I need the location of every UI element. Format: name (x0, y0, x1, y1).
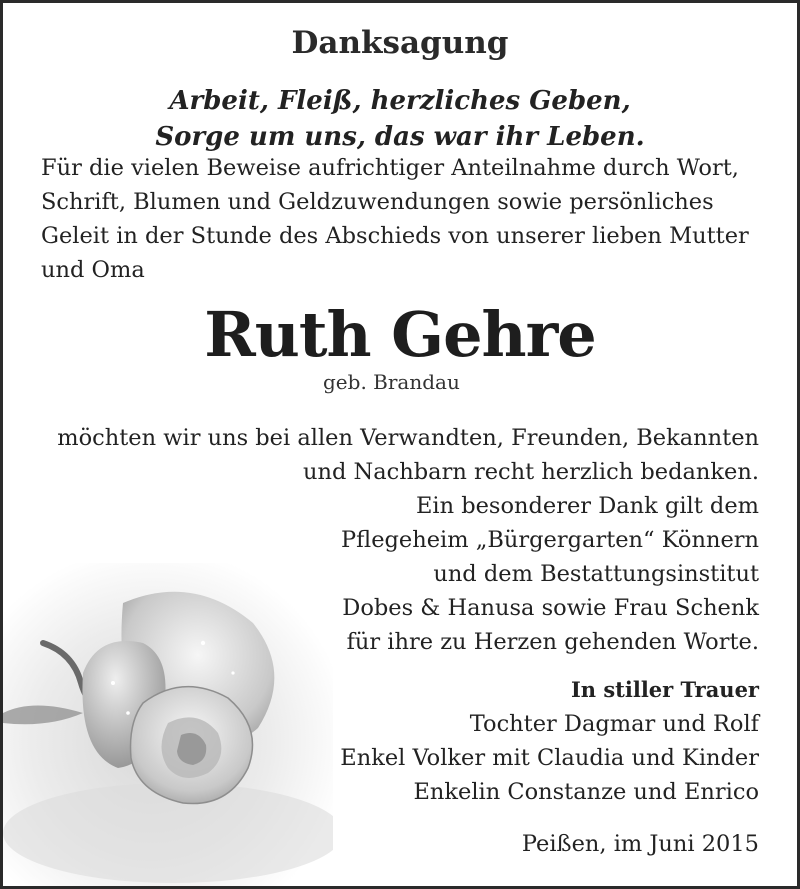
memorial-poem (3, 83, 797, 155)
intro-line: Für die vielen Beweise aufrichtiger Anteilnahme durch Wort, (41, 155, 739, 181)
intro-line: und Oma (41, 257, 145, 283)
deceased-name: Ruth Gehre (204, 298, 596, 371)
heading-title: Danksagung (291, 25, 509, 61)
mourner-line: Tochter Dagmar und Rolf (469, 711, 759, 737)
thanks-line: für ihre zu Herzen gehenden Worte. (346, 629, 759, 655)
thanks-line: möchten wir uns bei allen Verwandten, Freunden, Bekannten (57, 425, 759, 451)
thanks-line: und Nachbarn recht herzlich bedanken. (303, 459, 759, 485)
mourner-line: Enkel Volker mit Claudia und Kinder (340, 745, 759, 771)
mourner-line: Enkelin Constanze und Enrico (413, 779, 759, 805)
place-date: Peißen, im Juni 2015 (521, 831, 759, 857)
poem-line: Arbeit, Fleiß, herzliches Geben, (169, 86, 631, 116)
thanks-line: Dobes & Hanusa sowie Frau Schenk (342, 595, 759, 621)
thanks-line: Ein besonderer Dank gilt dem (415, 493, 759, 519)
poem-line: Sorge um uns, das war ihr Leben. (155, 122, 645, 152)
mourning-heading: In stiller Trauer (570, 677, 759, 702)
intro-line: Schrift, Blumen und Geldzuwendungen sowie persönliches (41, 189, 714, 215)
thanks-text (29, 421, 759, 659)
intro-line: Geleit in der Stunde des Abschieds von unserer lieben Mutter (41, 223, 749, 249)
thanks-line: Pflegeheim „Bürgergarten“ Könnern (341, 527, 759, 553)
thanks-line: und dem Bestattungsinstitut (433, 561, 759, 587)
maiden-name: geb. Brandau (323, 370, 460, 394)
mourners-list (279, 707, 759, 809)
intro-text (41, 151, 771, 287)
